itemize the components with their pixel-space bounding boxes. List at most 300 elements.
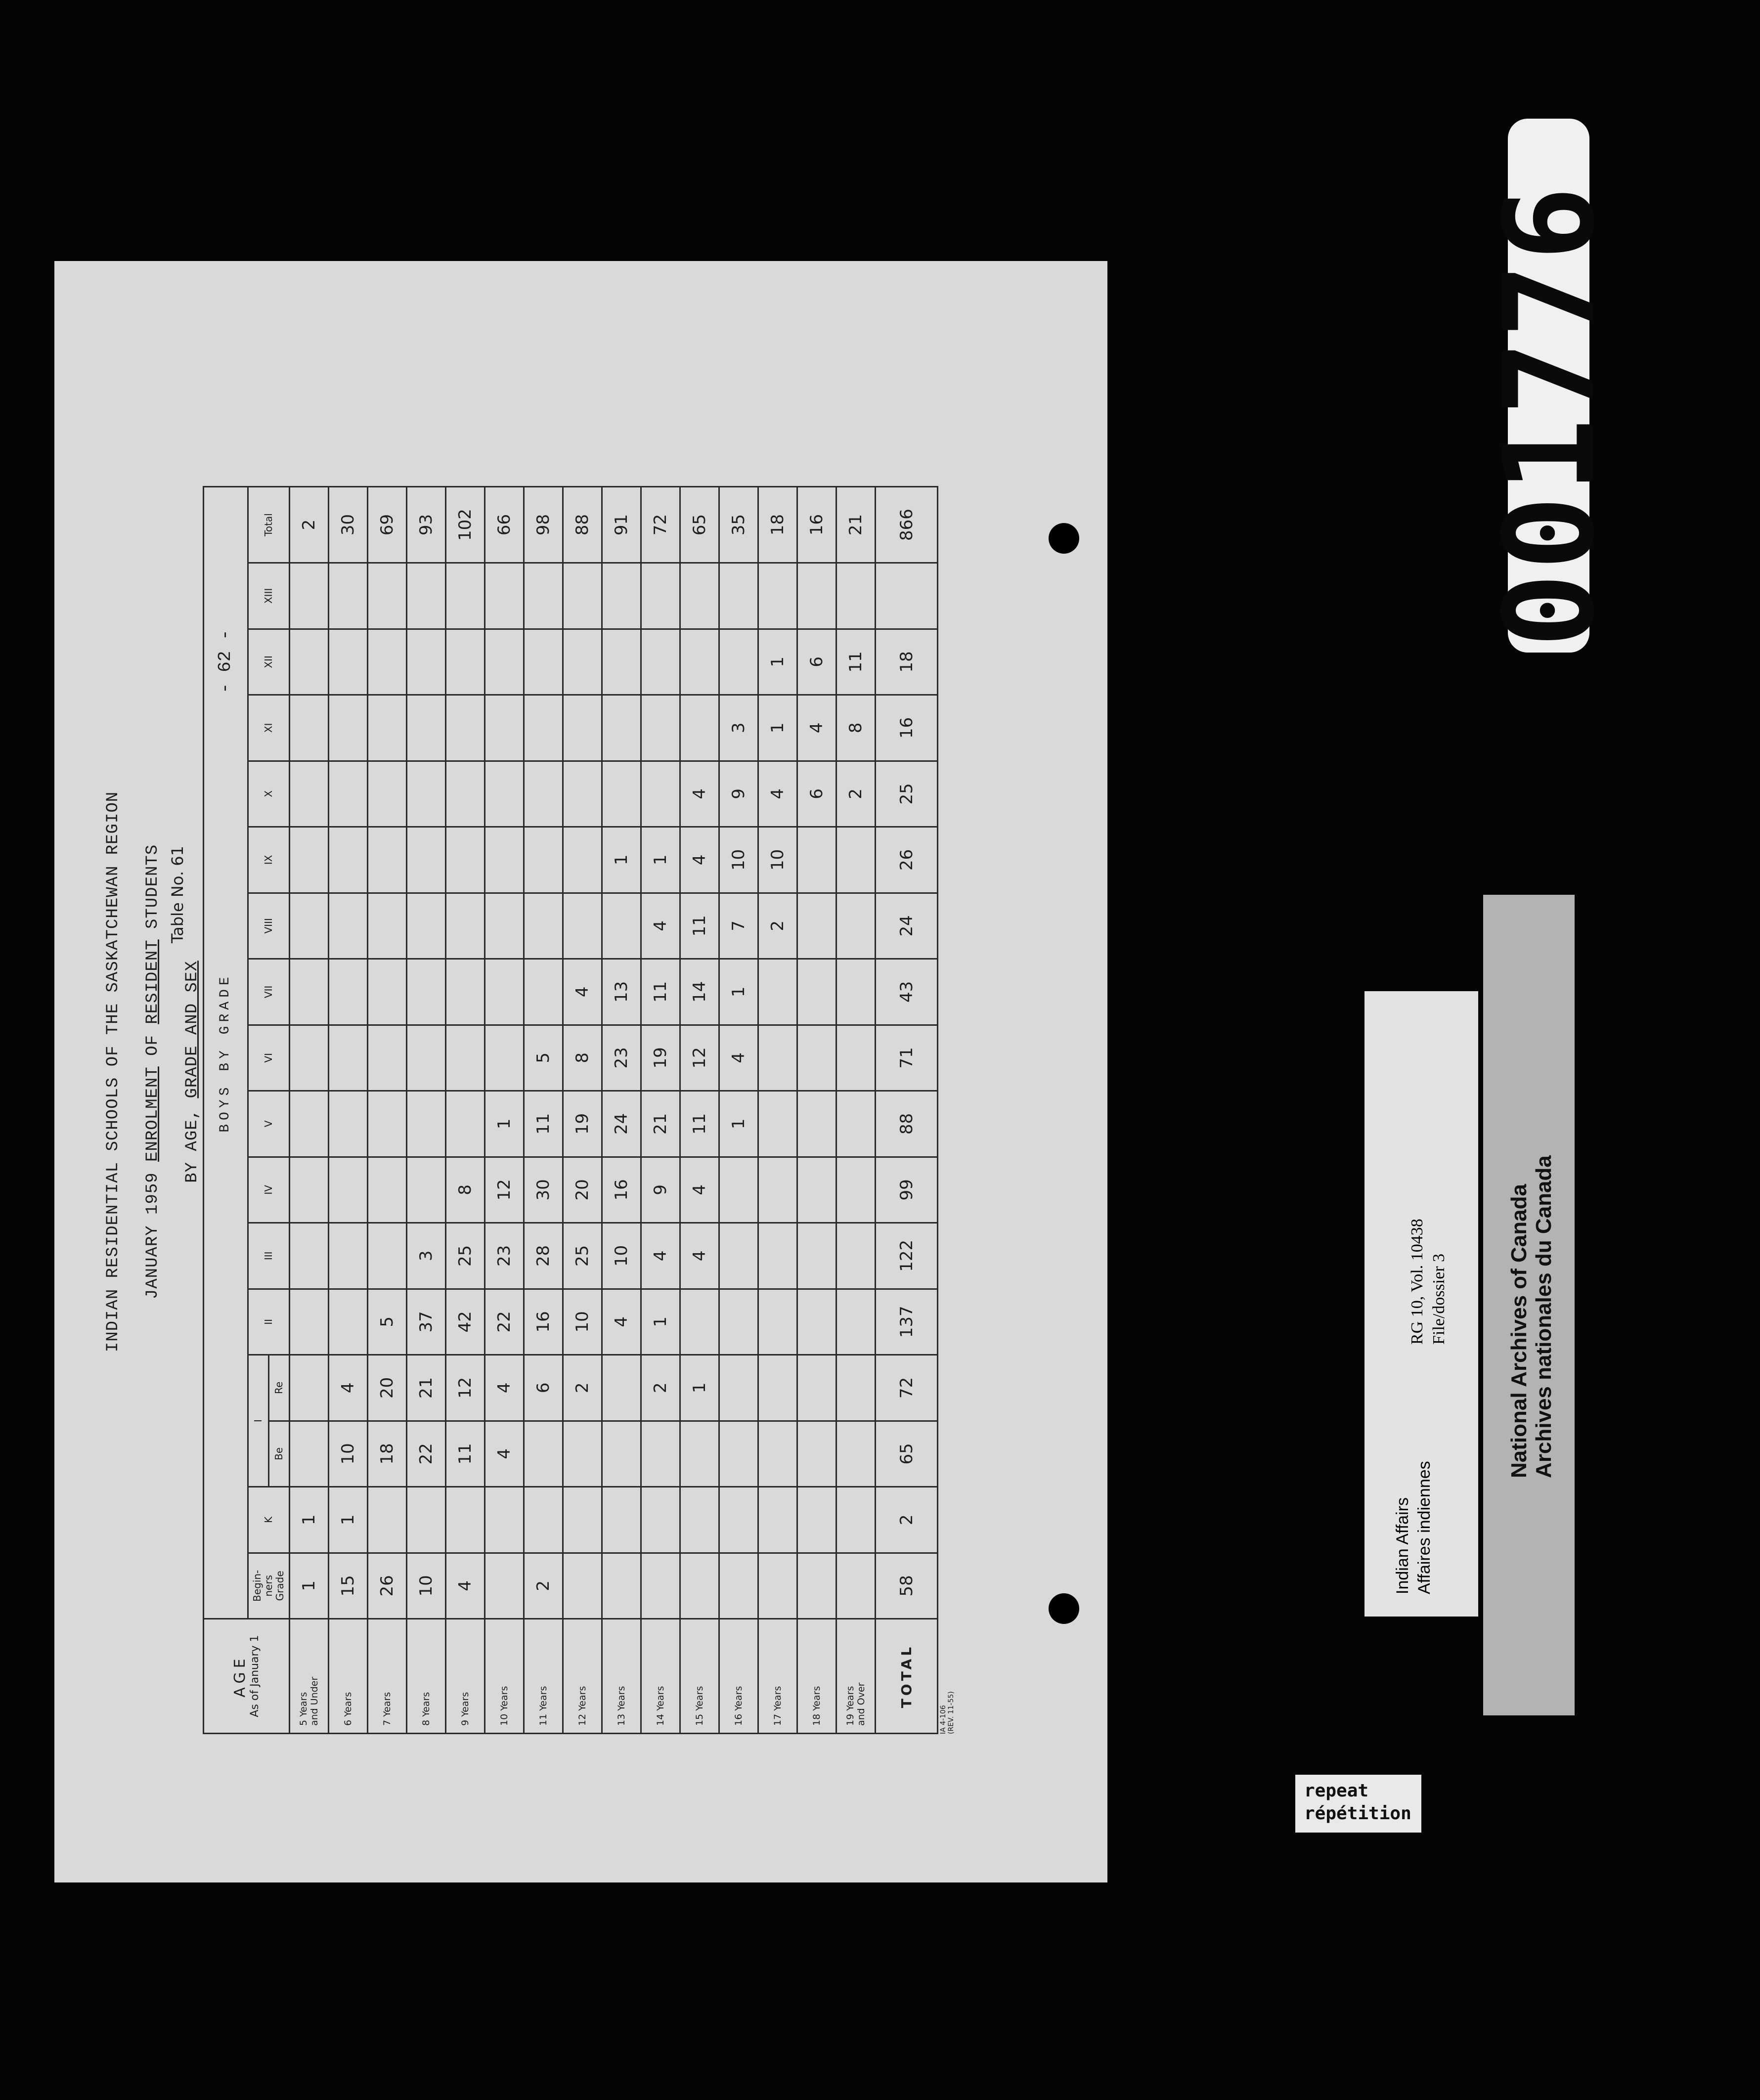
data-cell [758, 1157, 797, 1223]
table-row [329, 487, 368, 1734]
table-number: Table No. 61 [168, 846, 187, 943]
total-cell: 16 [876, 695, 938, 761]
age-cell: 14 Years [641, 1619, 680, 1734]
data-cell [797, 959, 836, 1025]
data-cell [758, 1421, 797, 1487]
data-cell: 11 [680, 893, 719, 959]
data-cell [329, 629, 368, 695]
data-cell [563, 629, 602, 695]
data-cell: 11 [836, 629, 876, 695]
data-cell [290, 563, 329, 629]
data-cell [758, 1487, 797, 1553]
data-cell: 19 [563, 1091, 602, 1157]
data-cell [836, 563, 876, 629]
data-cell [602, 695, 641, 761]
data-cell [290, 1289, 329, 1355]
data-cell [290, 1157, 329, 1223]
data-cell: 4 [680, 761, 719, 827]
data-cell: 8 [563, 1025, 602, 1091]
data-cell: 2 [290, 487, 329, 563]
data-cell [758, 1289, 797, 1355]
data-cell: 42 [446, 1289, 485, 1355]
data-cell [836, 1553, 876, 1619]
data-cell [680, 1421, 719, 1487]
data-cell [485, 1025, 524, 1091]
data-cell: 11 [524, 1091, 563, 1157]
data-cell: 2 [836, 761, 876, 827]
data-cell [368, 629, 407, 695]
age-cell: 8 Years [407, 1619, 446, 1734]
data-cell [641, 563, 680, 629]
total-cell: 18 [876, 629, 938, 695]
data-cell: 28 [524, 1223, 563, 1289]
data-cell: 10 [719, 827, 758, 893]
data-cell [524, 695, 563, 761]
data-cell: 5 [524, 1025, 563, 1091]
data-cell: 21 [836, 487, 876, 563]
title-line-3: BY AGE, GRADE AND SEX [183, 961, 202, 1183]
data-cell [524, 893, 563, 959]
data-cell [368, 893, 407, 959]
age-cell: 18 Years [797, 1619, 836, 1734]
data-cell [797, 1289, 836, 1355]
data-cell: 10 [563, 1289, 602, 1355]
data-cell [836, 1025, 876, 1091]
col-grade-header: XIII [248, 563, 290, 629]
data-cell: 1 [485, 1091, 524, 1157]
total-cell: 43 [876, 959, 938, 1025]
data-cell [329, 893, 368, 959]
total-cell: 137 [876, 1289, 938, 1355]
data-cell [329, 695, 368, 761]
data-cell: 6 [797, 629, 836, 695]
data-cell: 4 [680, 1223, 719, 1289]
data-cell [290, 629, 329, 695]
col-grade-header: IX [248, 827, 290, 893]
total-cell: 88 [876, 1091, 938, 1157]
data-cell [446, 827, 485, 893]
data-cell: 18 [758, 487, 797, 563]
col-grade-header: III [248, 1223, 290, 1289]
data-cell: 30 [524, 1157, 563, 1223]
data-cell [407, 1091, 446, 1157]
data-cell: 16 [524, 1289, 563, 1355]
data-cell: 4 [563, 959, 602, 1025]
data-cell: 15 [329, 1553, 368, 1619]
data-cell [602, 1487, 641, 1553]
data-cell: 2 [758, 893, 797, 959]
total-cell: 26 [876, 827, 938, 893]
age-cell: 13 Years [602, 1619, 641, 1734]
data-cell [329, 1223, 368, 1289]
data-cell: 11 [641, 959, 680, 1025]
data-cell [368, 695, 407, 761]
data-cell: 23 [485, 1223, 524, 1289]
data-cell: 1 [641, 1289, 680, 1355]
data-cell [524, 629, 563, 695]
data-cell [329, 1157, 368, 1223]
data-cell [446, 893, 485, 959]
data-cell [641, 1421, 680, 1487]
punch-hole [1049, 523, 1079, 554]
age-cell: 7 Years [368, 1619, 407, 1734]
data-cell [290, 1025, 329, 1091]
data-cell: 10 [407, 1553, 446, 1619]
data-cell: 1 [680, 1355, 719, 1421]
data-cell: 9 [719, 761, 758, 827]
data-cell: 1 [758, 695, 797, 761]
total-cell: 24 [876, 893, 938, 959]
data-cell [797, 1553, 836, 1619]
data-cell [602, 563, 641, 629]
table-row [563, 487, 602, 1734]
data-cell [797, 1223, 836, 1289]
data-cell [719, 563, 758, 629]
data-cell: 11 [680, 1091, 719, 1157]
data-cell [758, 959, 797, 1025]
data-cell [329, 1025, 368, 1091]
col-i-be-header: Be [269, 1421, 290, 1487]
data-cell [290, 827, 329, 893]
data-cell [524, 1421, 563, 1487]
data-cell: 4 [797, 695, 836, 761]
data-cell [563, 1421, 602, 1487]
table-row [368, 487, 407, 1734]
data-cell [446, 695, 485, 761]
data-cell [602, 761, 641, 827]
table-row [407, 487, 446, 1734]
data-cell [719, 1157, 758, 1223]
data-cell [407, 1487, 446, 1553]
document-sheet [54, 261, 1107, 1882]
data-cell [641, 695, 680, 761]
col-grade-header: XII [248, 629, 290, 695]
data-cell [797, 1157, 836, 1223]
age-cell: 11 Years [524, 1619, 563, 1734]
data-cell [524, 959, 563, 1025]
data-cell [758, 1091, 797, 1157]
data-cell [485, 695, 524, 761]
data-cell [368, 959, 407, 1025]
data-cell [641, 629, 680, 695]
data-cell [758, 1553, 797, 1619]
data-cell: 4 [680, 827, 719, 893]
data-cell: 72 [641, 487, 680, 563]
data-cell [329, 959, 368, 1025]
form-code: IA 4-106 (REV. 11-55) [939, 1691, 955, 1734]
data-cell [329, 1289, 368, 1355]
data-cell [407, 629, 446, 695]
data-cell [368, 827, 407, 893]
data-cell: 12 [680, 1025, 719, 1091]
data-cell [290, 1355, 329, 1421]
data-cell [407, 1025, 446, 1091]
data-cell: 5 [368, 1289, 407, 1355]
data-cell: 14 [680, 959, 719, 1025]
table-row [290, 487, 329, 1734]
group-header: BOYS BY GRADE [204, 487, 248, 1619]
data-cell: 93 [407, 487, 446, 563]
data-cell [680, 629, 719, 695]
data-cell: 37 [407, 1289, 446, 1355]
data-cell [797, 1487, 836, 1553]
data-cell: 1 [758, 629, 797, 695]
age-cell: 5 Years and Under [290, 1619, 329, 1734]
col-total-header: Total [248, 487, 290, 563]
col-k-header: K [248, 1487, 290, 1553]
data-cell: 24 [602, 1091, 641, 1157]
col-grade-header: V [248, 1091, 290, 1157]
nac-name-fr: Archives nationales du Canada [1532, 1155, 1556, 1478]
data-cell [836, 1091, 876, 1157]
table-row [446, 487, 485, 1734]
data-cell: 6 [524, 1355, 563, 1421]
title-line-2: JANUARY 1959 ENROLMENT OF RESIDENT STUDENTS [143, 844, 162, 1300]
national-archives-card [1483, 895, 1575, 1715]
data-cell: 13 [602, 959, 641, 1025]
data-cell: 12 [446, 1355, 485, 1421]
data-cell [758, 1355, 797, 1421]
table-row [836, 487, 876, 1734]
data-cell [719, 1487, 758, 1553]
total-cell: 71 [876, 1025, 938, 1091]
data-cell [446, 629, 485, 695]
nac-name-en: National Archives of Canada [1507, 1184, 1531, 1478]
data-cell [563, 695, 602, 761]
data-cell [836, 1487, 876, 1553]
data-cell: 18 [368, 1421, 407, 1487]
data-cell: 88 [563, 487, 602, 563]
data-cell [368, 761, 407, 827]
enrolment-table [203, 486, 938, 1734]
col-grade-header: X [248, 761, 290, 827]
data-cell [485, 959, 524, 1025]
col-i-header: I [248, 1355, 269, 1487]
col-i-re-header: Re [269, 1355, 290, 1421]
data-cell [368, 1223, 407, 1289]
total-cell: 122 [876, 1223, 938, 1289]
data-cell [368, 1487, 407, 1553]
col-grade-header: IV [248, 1157, 290, 1223]
repeat-fr: répétition [1304, 1803, 1411, 1824]
data-cell [446, 1487, 485, 1553]
data-cell [641, 1487, 680, 1553]
data-cell [836, 893, 876, 959]
data-cell [836, 1289, 876, 1355]
data-cell: 4 [446, 1553, 485, 1619]
age-cell: 12 Years [563, 1619, 602, 1734]
repeat-label [1295, 1775, 1421, 1833]
data-cell [368, 1157, 407, 1223]
data-cell: 21 [641, 1091, 680, 1157]
data-cell [563, 1553, 602, 1619]
data-cell [290, 1223, 329, 1289]
data-cell [719, 629, 758, 695]
card-file: File/dossier 3 [1430, 1253, 1448, 1345]
data-cell [446, 761, 485, 827]
data-cell: 35 [719, 487, 758, 563]
data-cell [485, 1553, 524, 1619]
data-cell [368, 1025, 407, 1091]
data-cell: 1 [641, 827, 680, 893]
data-cell: 91 [602, 487, 641, 563]
data-cell [836, 827, 876, 893]
data-cell [446, 1025, 485, 1091]
data-cell [407, 827, 446, 893]
data-cell: 1 [290, 1487, 329, 1553]
data-cell [290, 959, 329, 1025]
age-header: AGE As of January 1 [204, 1619, 290, 1734]
data-cell [758, 563, 797, 629]
data-cell: 9 [641, 1157, 680, 1223]
data-cell [446, 959, 485, 1025]
col-grade-header: VI [248, 1025, 290, 1091]
data-cell: 1 [719, 1091, 758, 1157]
data-cell [602, 893, 641, 959]
table-row [524, 487, 563, 1734]
table-row [797, 487, 836, 1734]
data-cell: 16 [602, 1157, 641, 1223]
data-cell: 3 [719, 695, 758, 761]
data-cell [407, 695, 446, 761]
data-cell: 98 [524, 487, 563, 563]
frame-counter: 001776 [1478, 183, 1622, 648]
data-cell: 11 [446, 1421, 485, 1487]
total-cell: 72 [876, 1355, 938, 1421]
data-cell: 1 [290, 1553, 329, 1619]
total-cell: 2 [876, 1487, 938, 1553]
data-cell: 22 [485, 1289, 524, 1355]
data-cell [680, 695, 719, 761]
data-cell: 102 [446, 487, 485, 563]
data-cell [485, 563, 524, 629]
table-row [602, 487, 641, 1734]
data-cell [680, 1487, 719, 1553]
data-cell: 4 [602, 1289, 641, 1355]
data-cell: 25 [446, 1223, 485, 1289]
data-cell [680, 1289, 719, 1355]
data-cell [719, 1355, 758, 1421]
page-number: - 62 - [215, 629, 235, 694]
data-cell [602, 629, 641, 695]
data-cell [290, 893, 329, 959]
table-row [758, 487, 797, 1734]
data-cell [524, 563, 563, 629]
data-cell [797, 893, 836, 959]
data-cell: 30 [329, 487, 368, 563]
age-cell: 17 Years [758, 1619, 797, 1734]
data-cell: 66 [485, 487, 524, 563]
data-cell: 6 [797, 761, 836, 827]
data-cell [797, 563, 836, 629]
data-cell [641, 1553, 680, 1619]
data-cell [329, 761, 368, 827]
data-cell [524, 1487, 563, 1553]
age-cell: 15 Years [680, 1619, 719, 1734]
data-cell: 2 [641, 1355, 680, 1421]
age-cell: 9 Years [446, 1619, 485, 1734]
table-row [680, 487, 719, 1734]
data-cell [407, 761, 446, 827]
data-cell: 1 [602, 827, 641, 893]
col-grade-header: VII [248, 959, 290, 1025]
data-cell: 19 [641, 1025, 680, 1091]
data-cell [758, 1223, 797, 1289]
title-line-1: INDIAN RESIDENTIAL SCHOOLS OF THE SASKATCHEWAN REGION [104, 791, 123, 1353]
data-cell: 25 [563, 1223, 602, 1289]
data-cell [368, 563, 407, 629]
col-grade-header: XI [248, 695, 290, 761]
data-cell: 8 [446, 1157, 485, 1223]
data-cell: 4 [641, 893, 680, 959]
data-cell: 16 [797, 487, 836, 563]
data-cell [485, 893, 524, 959]
data-cell: 4 [758, 761, 797, 827]
table-row [719, 487, 758, 1734]
data-cell [290, 761, 329, 827]
data-cell [836, 1223, 876, 1289]
data-cell: 20 [368, 1355, 407, 1421]
data-cell [563, 893, 602, 959]
data-cell [290, 1091, 329, 1157]
data-cell [524, 827, 563, 893]
data-cell: 7 [719, 893, 758, 959]
data-cell: 3 [407, 1223, 446, 1289]
data-cell [602, 1421, 641, 1487]
data-cell: 1 [329, 1487, 368, 1553]
repeat-en: repeat [1304, 1781, 1369, 1801]
data-cell [485, 761, 524, 827]
data-cell: 65 [680, 487, 719, 563]
data-cell [368, 1091, 407, 1157]
data-cell: 69 [368, 487, 407, 563]
data-cell [797, 1025, 836, 1091]
data-cell [719, 1223, 758, 1289]
col-grade-header: II [248, 1289, 290, 1355]
data-cell: 8 [836, 695, 876, 761]
total-label: TOTAL [876, 1619, 938, 1734]
data-cell [680, 563, 719, 629]
data-cell: 1 [719, 959, 758, 1025]
data-cell [602, 1553, 641, 1619]
table-row [485, 487, 524, 1734]
data-cell [563, 563, 602, 629]
data-cell [485, 629, 524, 695]
age-cell: 19 Years and Over [836, 1619, 876, 1734]
data-cell [329, 827, 368, 893]
total-cell: 866 [876, 487, 938, 563]
punch-hole [1049, 1593, 1079, 1624]
card-rg-volume: RG 10, Vol. 10438 [1408, 1219, 1426, 1345]
total-cell: 99 [876, 1157, 938, 1223]
data-cell [407, 563, 446, 629]
table-row [641, 487, 680, 1734]
data-cell [719, 1289, 758, 1355]
data-cell [290, 695, 329, 761]
col-beginners-header: Begin- ners Grade [248, 1553, 290, 1619]
data-cell [680, 1553, 719, 1619]
data-cell [524, 761, 563, 827]
total-cell: 25 [876, 761, 938, 827]
age-cell: 10 Years [485, 1619, 524, 1734]
data-cell [563, 827, 602, 893]
card-dept-fr: Affaires indiennes [1415, 1461, 1434, 1594]
card-dept-en: Indian Affairs [1393, 1497, 1412, 1594]
data-cell [836, 1157, 876, 1223]
data-cell: 2 [524, 1553, 563, 1619]
data-cell: 20 [563, 1157, 602, 1223]
data-cell: 4 [485, 1355, 524, 1421]
